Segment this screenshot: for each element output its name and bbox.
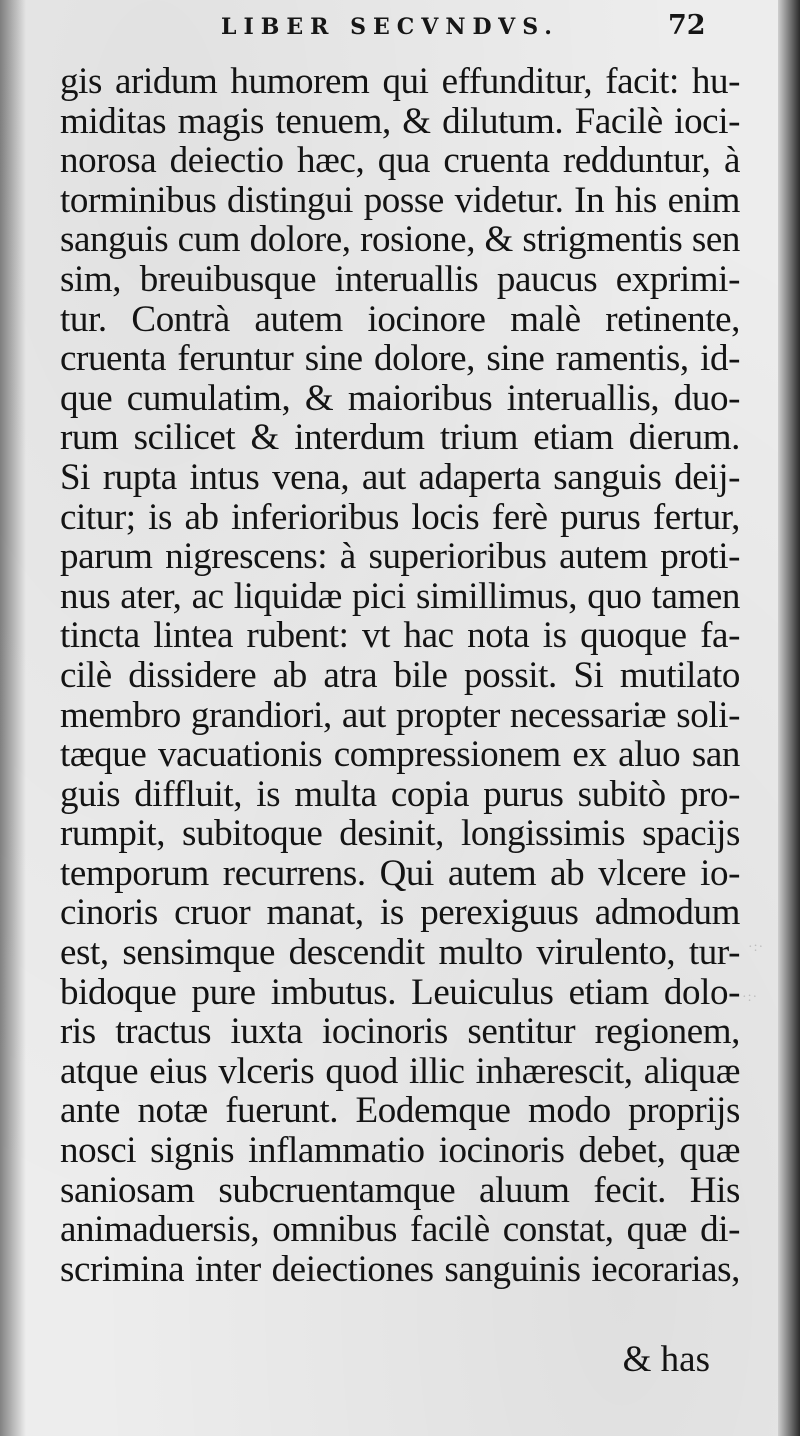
text-line-31: scrimina inter deiectiones sanguinis iecorarias, — [60, 1248, 740, 1290]
text-line-18: tæque vacuationis compressionem ex aluo san — [60, 734, 740, 776]
text-line-29: saniosam subcruentamque aluum fecit. His — [60, 1169, 740, 1211]
text-line-27: ante notæ fuerunt. Eodemque modo proprijs — [60, 1090, 740, 1132]
text-line-4: torminibus distingui posse videtur. In his enim — [60, 179, 740, 221]
text-line-9: que cumulatim, & maioribus interuallis, duo- — [60, 377, 740, 419]
text-line-28: nosci signis inflammatio iocinoris debet, quæ — [60, 1130, 740, 1172]
adjacent-page-edge — [778, 0, 800, 1436]
running-title: LIBER SECVNDVS. — [221, 14, 559, 40]
show-through-mark: ·:· — [748, 940, 765, 955]
text-line-13: parum nigrescens: à superioribus autem proti- — [60, 536, 740, 578]
text-line-30: animaduersis, omnibus facilè constat, quæ di- — [60, 1209, 740, 1251]
page-number: 72 — [668, 10, 706, 41]
gutter-shadow — [0, 0, 26, 1436]
text-line-17: membro grandiori, aut propter necessariæ soli- — [60, 694, 740, 736]
text-line-5: sanguis cum dolore, rosione, & strigmentis sen — [60, 219, 740, 261]
text-line-24: bidoque pure imbutus. Leuiculus etiam dolo- — [60, 971, 740, 1013]
text-line-15: tincta lintea rubent: vt hac nota is quoque fa- — [60, 615, 740, 657]
show-through-mark: ·:· — [742, 990, 759, 1005]
text-line-14: nus ater, ac liquidæ pici simillimus, quo tamen — [60, 575, 740, 617]
text-block — [60, 62, 740, 1289]
text-line-19: guis diffluit, is multa copia purus subitò pro- — [60, 773, 740, 815]
text-line-11: Si rupta intus vena, aut adaperta sanguis deij- — [60, 456, 740, 498]
text-line-26: atque eius vlceris quod illic inhærescit, aliquæ — [60, 1050, 740, 1092]
text-line-21: temporum recurrens. Qui autem ab vlcere io- — [60, 852, 740, 894]
catchword: & has — [622, 1339, 710, 1380]
text-line-16: cilè dissidere ab atra bile possit. Si mutilato — [60, 654, 740, 696]
text-line-22: cinoris cruor manat, is perexiguus admodum — [60, 892, 740, 934]
text-line-2: miditas magis tenuem, & dilutum. Facilè ioci- — [60, 100, 740, 142]
text-line-8: cruenta feruntur sine dolore, sine ramentis, id- — [60, 338, 740, 380]
text-line-12: citur; is ab inferioribus locis ferè purus fertur, — [60, 496, 740, 538]
text-line-1: gis aridum humorem qui effunditur, facit: hu- — [60, 61, 740, 102]
text-line-10: rum scilicet & interdum trium etiam dierum. — [60, 417, 740, 459]
text-line-6: sim, breuibusque interuallis paucus exprimi- — [60, 258, 740, 300]
text-line-23: est, sensimque descendit multo virulento, tur- — [60, 932, 740, 974]
text-line-20: rumpit, subitoque desinit, longissimis spacijs — [60, 813, 740, 855]
text-line-25: ris tractus iuxta iocinoris sentitur regionem, — [60, 1011, 740, 1053]
text-line-3: norosa deiectio hæc, qua cruenta redduntur, à — [60, 140, 740, 182]
text-line-7: tur. Contrà autem iocinore malè retinente, — [60, 298, 740, 340]
